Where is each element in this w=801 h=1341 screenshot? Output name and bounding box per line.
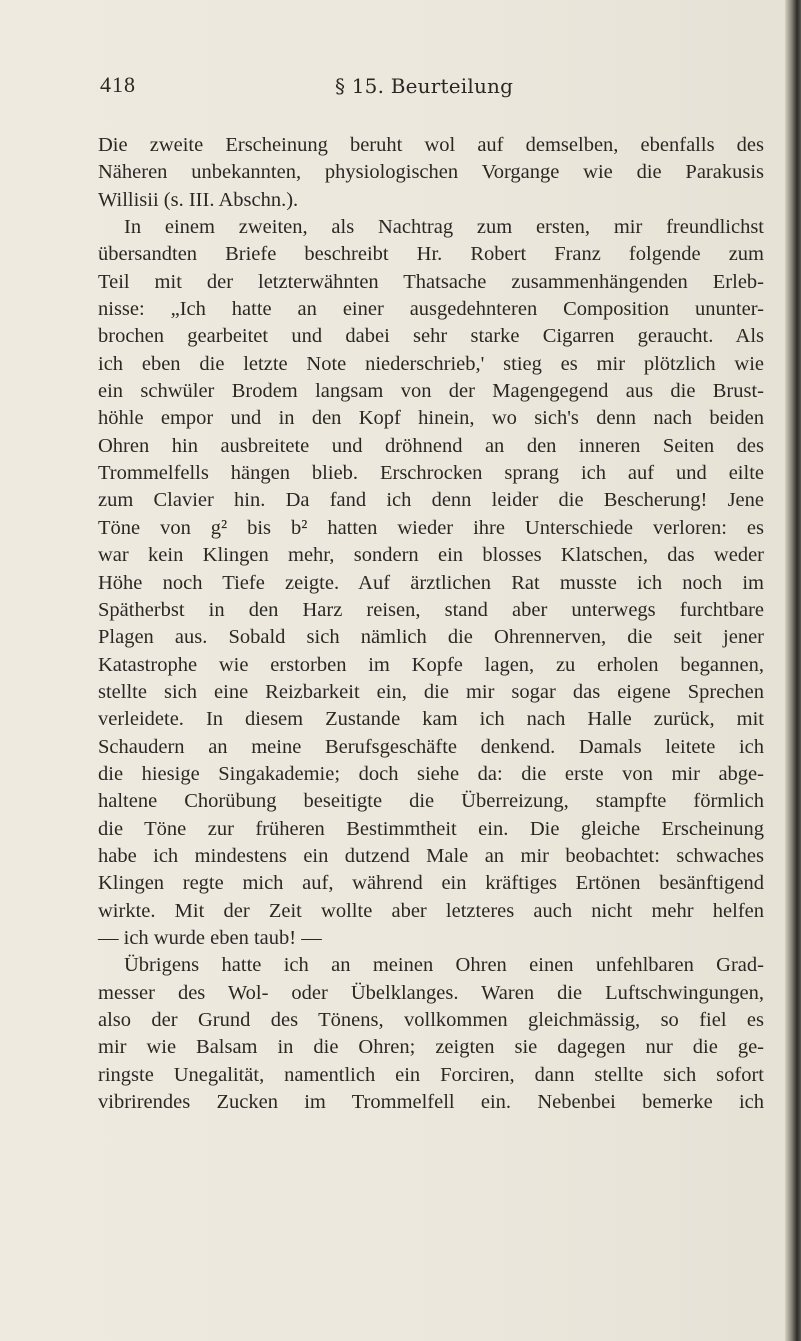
- text-line: also der Grund des Tönens, vollkommen gleichmässig, so fiel es: [98, 1009, 764, 1031]
- text-line: wirkte. Mit der Zeit wollte aber letzteres auch nicht mehr helfen: [98, 899, 764, 922]
- text-line: Teil mit der letzterwähnten Thatsache zusammenhängenden Erleb-: [98, 270, 764, 293]
- text-line: Näheren unbekannten, physiologischen Vorgange wie die Parakusis: [98, 161, 764, 184]
- running-title: § 15. Beurteilung: [335, 74, 514, 98]
- text-line: war kein Klingen mehr, sondern ein blosses Klatschen, das weder: [98, 544, 764, 567]
- text-line: die hiesige Singakademie; doch siehe da: die erste von mir abge-: [98, 762, 764, 785]
- text-line: vibrirendes Zucken im Trommelfell ein. Nebenbei bemerke ich: [98, 1091, 764, 1114]
- text-line: habe ich mindestens ein dutzend Male an mir beobachtet: schwaches: [98, 844, 764, 867]
- text-line: nisse: „Ich hatte an einer ausgedehnteren Composition ununter-: [98, 298, 764, 321]
- running-head: [100, 72, 760, 102]
- text-line: stellte sich eine Reizbarkeit ein, die mir sogar das eigene Sprechen: [98, 680, 764, 703]
- text-line: Schaudern an meine Berufsgeschäfte denkend. Damals leitete ich: [98, 735, 764, 758]
- page-number: 418: [100, 72, 136, 97]
- text-line: Katastrophe wie erstorben im Kopfe lagen, zu erholen begannen,: [98, 653, 764, 676]
- text-line: höhle empor und in den Kopf hinein, wo sich's denn nach beiden: [98, 407, 764, 430]
- text-line: ein schwüler Brodem langsam von der Magengegend aus die Brust-: [98, 380, 764, 403]
- text-line: Klingen regte mich auf, während ein kräftiges Ertönen besänftigend: [98, 872, 764, 895]
- text-line: ich eben die letzte Note niederschrieb,' stieg es mir plötzlich wie: [98, 352, 764, 375]
- text-line: Spätherbst in den Harz reisen, stand aber unterwegs furchtbare: [98, 598, 764, 621]
- text-line: Töne von g² bis b² hatten wieder ihre Unterschiede verloren: es: [98, 516, 764, 539]
- text-line: brochen gearbeitet und dabei sehr starke Cigarren geraucht. Als: [98, 325, 764, 348]
- body-text: [98, 132, 764, 1116]
- text-line: mir wie Balsam in die Ohren; zeigten sie dagegen nur die ge-: [98, 1036, 764, 1059]
- text-line: Höhe noch Tiefe zeigte. Auf ärztlichen Rat musste ich noch im: [98, 571, 764, 594]
- text-line: — ich wurde eben taub! —: [98, 926, 322, 949]
- text-line: In einem zweiten, als Nachtrag zum ersten, mir freundlichst: [124, 216, 764, 239]
- text-line: Die zweite Erscheinung beruht wol auf demselben, ebenfalls des: [98, 134, 764, 156]
- text-line: verleidete. In diesem Zustande kam ich nach Halle zurück, mit: [98, 708, 764, 731]
- text-line: zum Clavier hin. Da fand ich denn leider die Bescherung! Jene: [98, 489, 764, 512]
- binding-edge: [785, 0, 801, 1341]
- text-line: messer des Wol- oder Übelklanges. Waren die Luftschwingungen,: [98, 981, 764, 1004]
- text-line: Plagen aus. Sobald sich nämlich die Ohrennerven, die seit jener: [98, 626, 764, 649]
- text-line: Ohren hin ausbreitete und dröhnend an den inneren Seiten des: [98, 434, 764, 457]
- text-line: Willisii (s. III. Abschn.).: [98, 188, 299, 211]
- text-line: die Töne zur früheren Bestimmtheit ein. Die gleiche Erscheinung: [98, 817, 764, 840]
- text-line: ringste Unegalität, namentlich ein Forciren, dann stellte sich sofort: [98, 1063, 764, 1086]
- text-line: übersandten Briefe beschreibt Hr. Robert Franz folgende zum: [98, 243, 764, 266]
- text-line: Übrigens hatte ich an meinen Ohren einen unfehlbaren Grad-: [124, 954, 764, 977]
- text-line: Trommelfells hängen blieb. Erschrocken sprang ich auf und eilte: [98, 462, 764, 485]
- text-line: haltene Chorübung beseitigte die Überreizung, stampfte förmlich: [98, 790, 764, 813]
